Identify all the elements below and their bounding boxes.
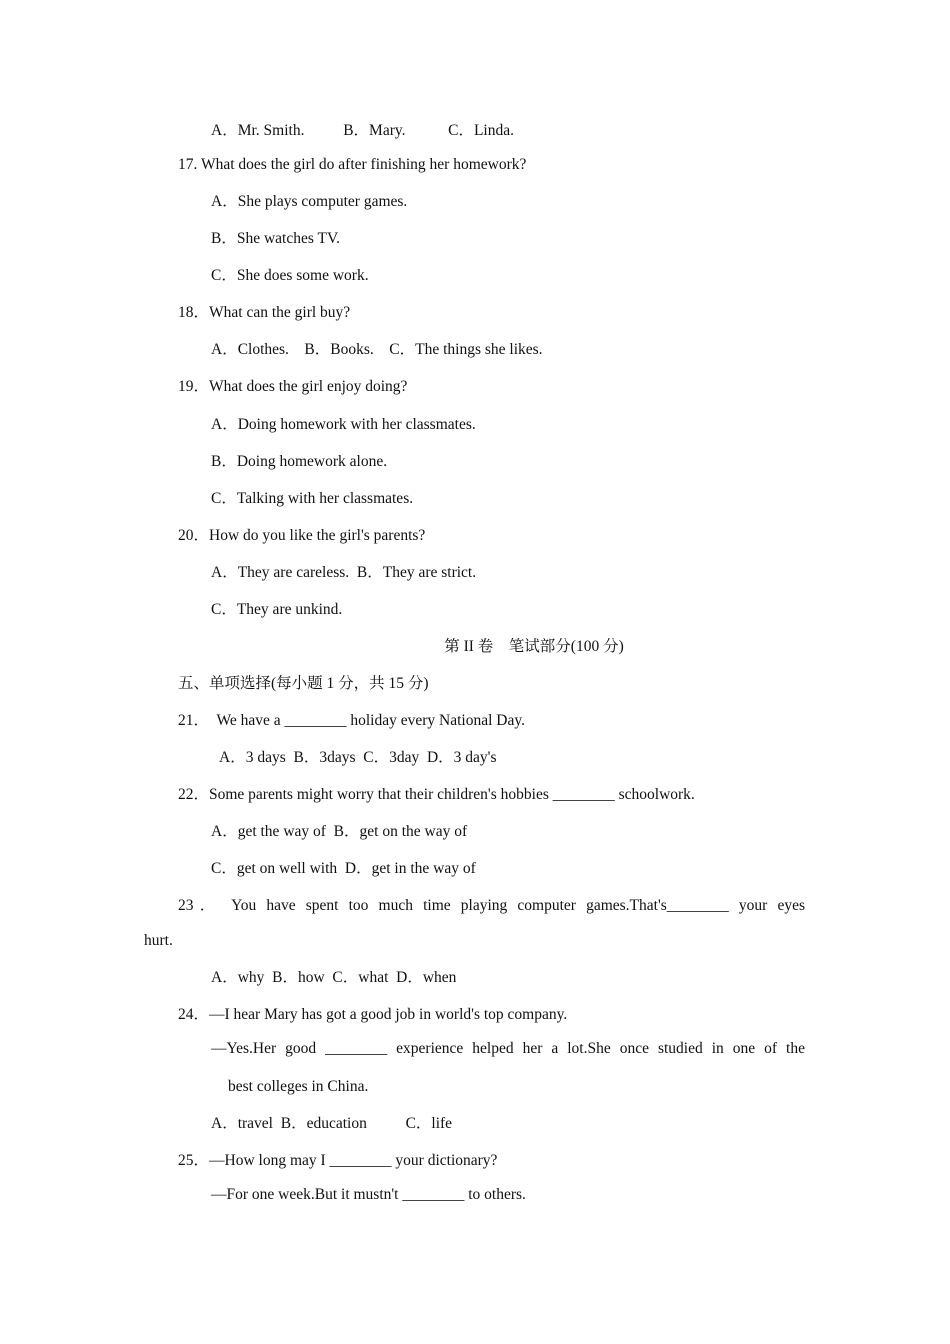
q24-options: A．travel B．education C．life <box>211 1115 453 1132</box>
question-21: 21． We have a ________ holiday every National Day. <box>178 712 525 729</box>
question-17: 17. What does the girl do after finishing her homework? <box>178 156 527 173</box>
q24-reply: —Yes.Her good ________ experience helped her a lot.She once studied in one of the <box>211 1040 805 1057</box>
q16-options: A．Mr. Smith. B．Mary. C．Linda. <box>211 122 514 139</box>
question-18: 18．What can the girl buy? <box>178 304 351 321</box>
q19-option-a: A．Doing homework with her classmates. <box>211 416 476 433</box>
question-22: 22．Some parents might worry that their children's hobbies ________ schoolwork. <box>178 786 695 803</box>
q24-reply-continued: best colleges in China. <box>228 1078 369 1095</box>
q17-option-a: A．She plays computer games. <box>211 193 408 210</box>
question-19: 19．What does the girl enjoy doing? <box>178 378 408 395</box>
q25-reply: —For one week.But it mustn't ________ to others. <box>211 1186 526 1203</box>
q22-options-cd: C．get on well with D．get in the way of <box>211 860 476 877</box>
section-5-heading: 五、单项选择(每小题 1 分，共 15 分) <box>178 675 429 692</box>
q17-option-b: B．She watches TV. <box>211 230 341 247</box>
question-25: 25．—How long may I ________ your dictionary? <box>178 1152 498 1169</box>
question-23: 23． You have spent too much time playing computer games.That's________ your eyes <box>178 897 805 914</box>
question-20: 20．How do you like the girl's parents? <box>178 527 426 544</box>
q19-option-b: B．Doing homework alone. <box>211 453 388 470</box>
q20-options-ab: A．They are careless. B．They are strict. <box>211 564 477 581</box>
q21-options: A．3 days B．3days C．3day D．3 day's <box>219 749 497 766</box>
q17-option-c: C．She does some work. <box>211 267 369 284</box>
question-24: 24．—I hear Mary has got a good job in world's top company. <box>178 1006 568 1023</box>
q20-option-c: C．They are unkind. <box>211 601 343 618</box>
part-2-title: 第 II 卷 笔试部分(100 分) <box>444 638 624 655</box>
q19-option-c: C．Talking with her classmates. <box>211 490 414 507</box>
q18-options: A．Clothes. B．Books. C．The things she likes. <box>211 341 543 358</box>
question-23-continued: hurt. <box>144 932 173 949</box>
q23-options: A．why B．how C．what D．when <box>211 969 457 986</box>
q22-options-ab: A．get the way of B．get on the way of <box>211 823 468 840</box>
